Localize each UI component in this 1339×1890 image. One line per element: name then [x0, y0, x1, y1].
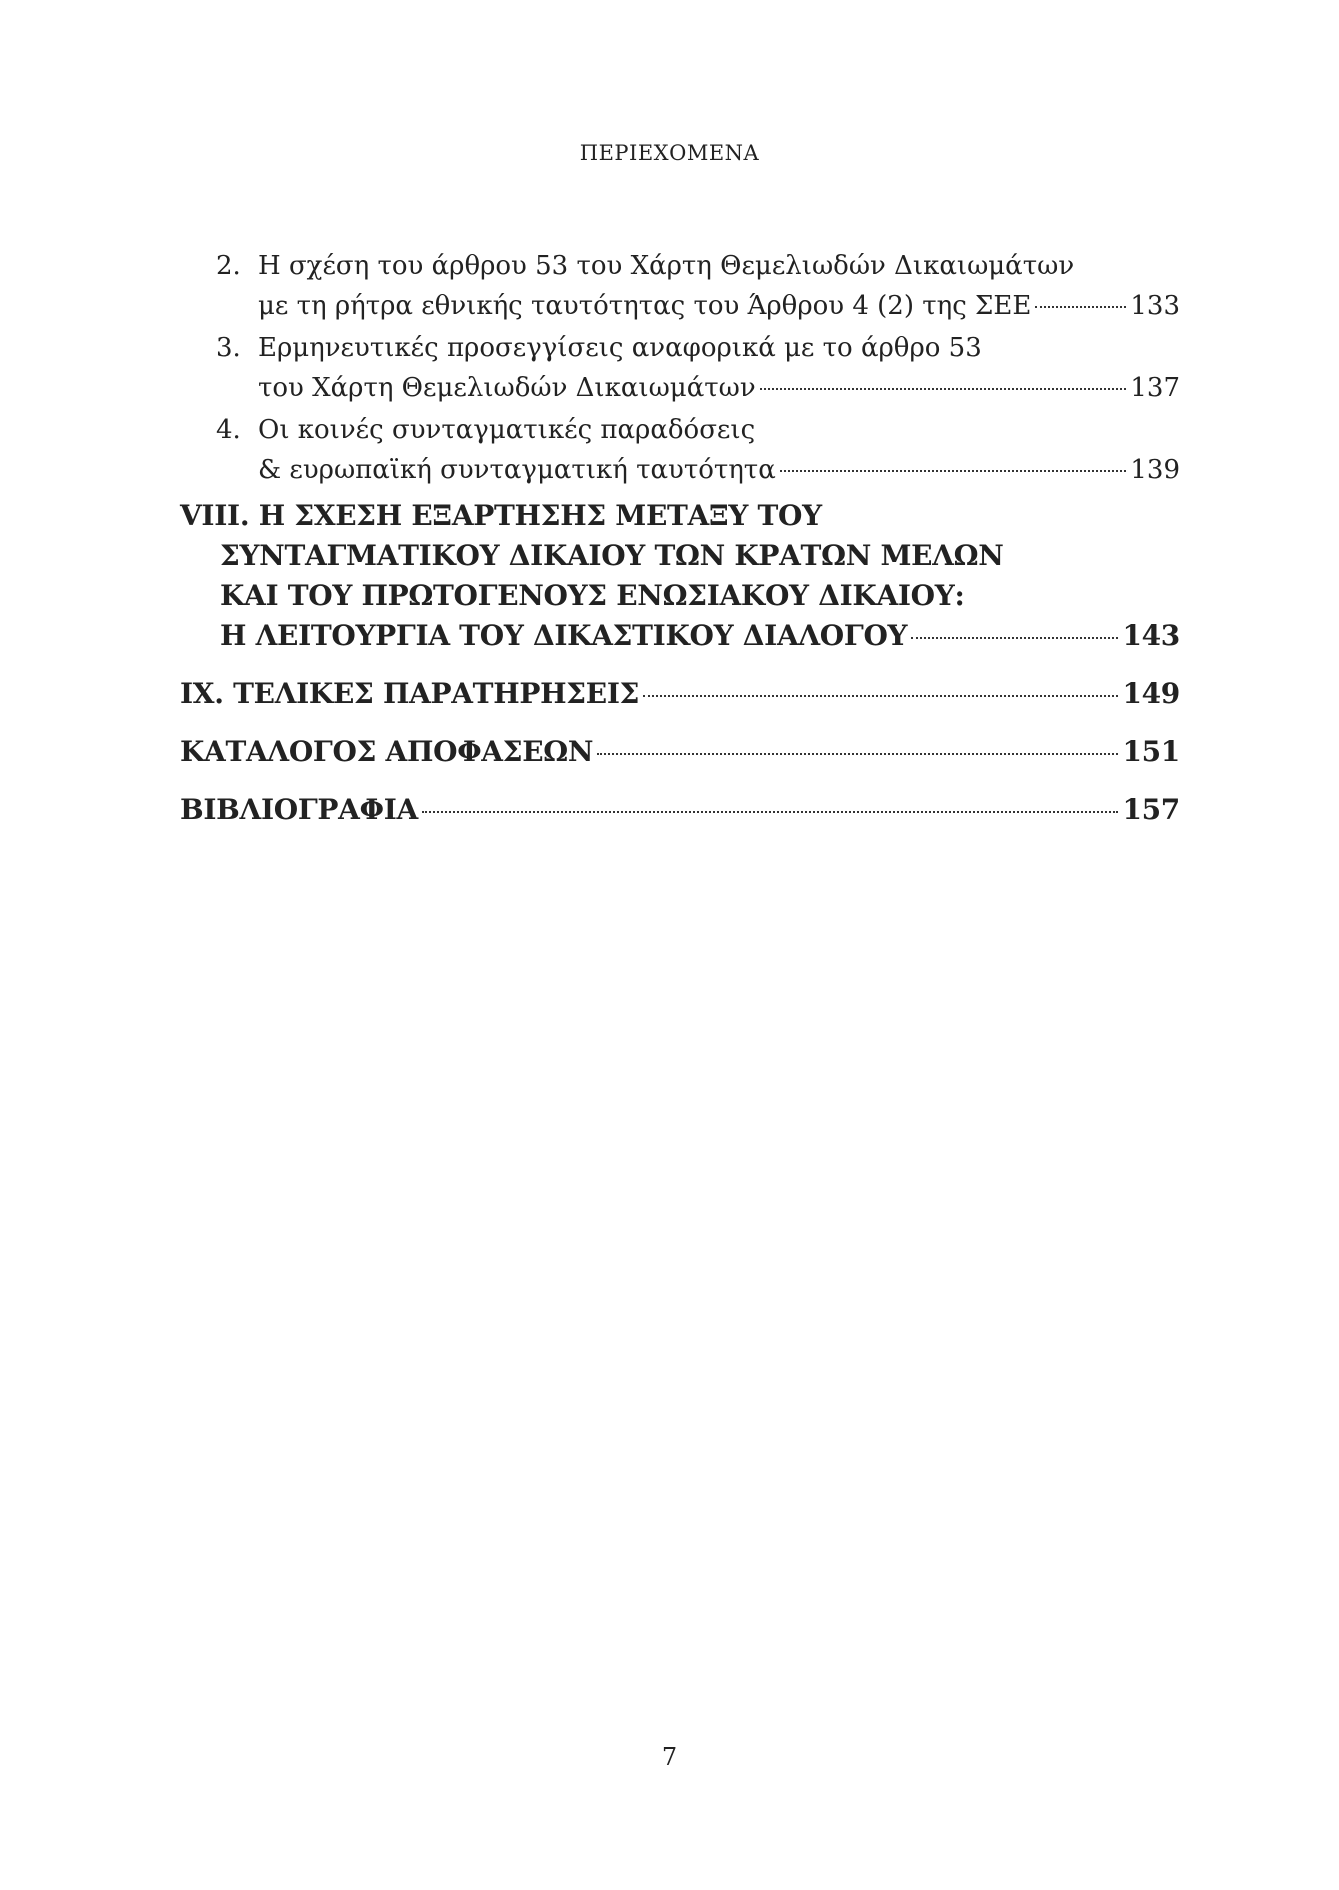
entry-page-number: 139	[1130, 455, 1180, 485]
toc-chapter-viii[interactable]	[180, 496, 1180, 656]
dot-leader	[597, 753, 1118, 755]
toc-bibliography[interactable]	[180, 790, 1180, 830]
chapter-title-line-4: Η ΛΕΙΤΟΥΡΓΙΑ ΤΟΥ ΔΙΚΑΣΤΙΚΟΥ ΔΙΑΛΟΓΟΥ	[220, 619, 908, 652]
entry-title-line-1: Η σχέση του άρθρου 53 του Χάρτη Θεμελιωδών Δικαιωμάτων	[258, 251, 1075, 281]
chapter-title-line-3: ΚΑΙ ΤΟΥ ΠΡΩΤΟΓΕΝΟΥΣ ΕΝΩΣΙΑΚΟΥ ΔΙΚΑΙΟΥ:	[220, 579, 965, 612]
toc-list-of-decisions[interactable]	[180, 732, 1180, 772]
entry-page-number: 137	[1130, 373, 1180, 403]
entry-title-line-2-row	[258, 450, 1180, 490]
dot-leader	[760, 388, 1127, 390]
chapter-page-number: 151	[1122, 735, 1180, 768]
entry-title-line-2-row	[258, 286, 1180, 326]
entry-number: 3.	[216, 333, 241, 363]
entry-title-line-2: του Χάρτη Θεμελιωδών Δικαιωμάτων	[258, 373, 756, 403]
dot-leader	[643, 695, 1118, 697]
entry-title-line-1: Οι κοινές συνταγματικές παραδόσεις	[258, 415, 756, 445]
chapter-page-number: 157	[1122, 793, 1180, 826]
entry-number: 4.	[216, 415, 241, 445]
chapter-title-line-4-row	[180, 616, 1180, 656]
entry-title-line-2: & ευρωπαϊκή συνταγματική ταυτότητα	[258, 455, 776, 485]
entry-title-line-2-row	[258, 368, 1180, 408]
toc-entry-3[interactable]	[180, 328, 1180, 408]
entry-title-line-1: Ερμηνευτικές προσεγγίσεις αναφορικά με το άρθρο 53	[258, 333, 982, 363]
chapter-row	[180, 790, 1180, 830]
chapter-title: ΒΙΒΛΙΟΓΡΑΦΙΑ	[180, 793, 418, 826]
chapter-title: ΚΑΤΑΛΟΓΟΣ ΑΠΟΦΑΣΕΩΝ	[180, 735, 594, 768]
dot-leader	[911, 637, 1118, 639]
toc-entry-4[interactable]	[180, 410, 1180, 490]
chapter-page-number: 143	[1122, 619, 1180, 652]
chapter-title-line-2: ΣΥΝΤΑΓΜΑΤΙΚΟΥ ΔΙΚΑΙΟΥ ΤΩΝ ΚΡΑΤΩΝ ΜΕΛΩΝ	[220, 539, 1004, 572]
chapter-page-number: 149	[1122, 677, 1180, 710]
dot-leader	[422, 811, 1119, 813]
running-header: ΠΕΡΙΕΧΟΜΕΝΑ	[579, 141, 760, 165]
toc-entry-2[interactable]	[180, 246, 1180, 326]
table-of-contents	[180, 246, 1180, 830]
entry-page-number: 133	[1130, 291, 1180, 321]
chapter-title-line-1: VIII. Η ΣΧΕΣΗ ΕΞΑΡΤΗΣΗΣ ΜΕΤΑΞΥ ΤΟΥ	[180, 499, 822, 532]
page-number: 7	[661, 1743, 678, 1771]
chapter-row	[180, 674, 1180, 714]
chapter-row	[180, 732, 1180, 772]
dot-leader	[1035, 306, 1126, 308]
dot-leader	[780, 470, 1127, 472]
entry-title-line-2: με τη ρήτρα εθνικής ταυτότητας του Άρθρου 4 (2) της ΣΕΕ	[258, 291, 1032, 321]
chapter-title: IX. ΤΕΛΙΚΕΣ ΠΑΡΑΤΗΡΗΣΕΙΣ	[180, 677, 640, 710]
entry-number: 2.	[216, 251, 241, 281]
toc-chapter-ix[interactable]	[180, 674, 1180, 714]
